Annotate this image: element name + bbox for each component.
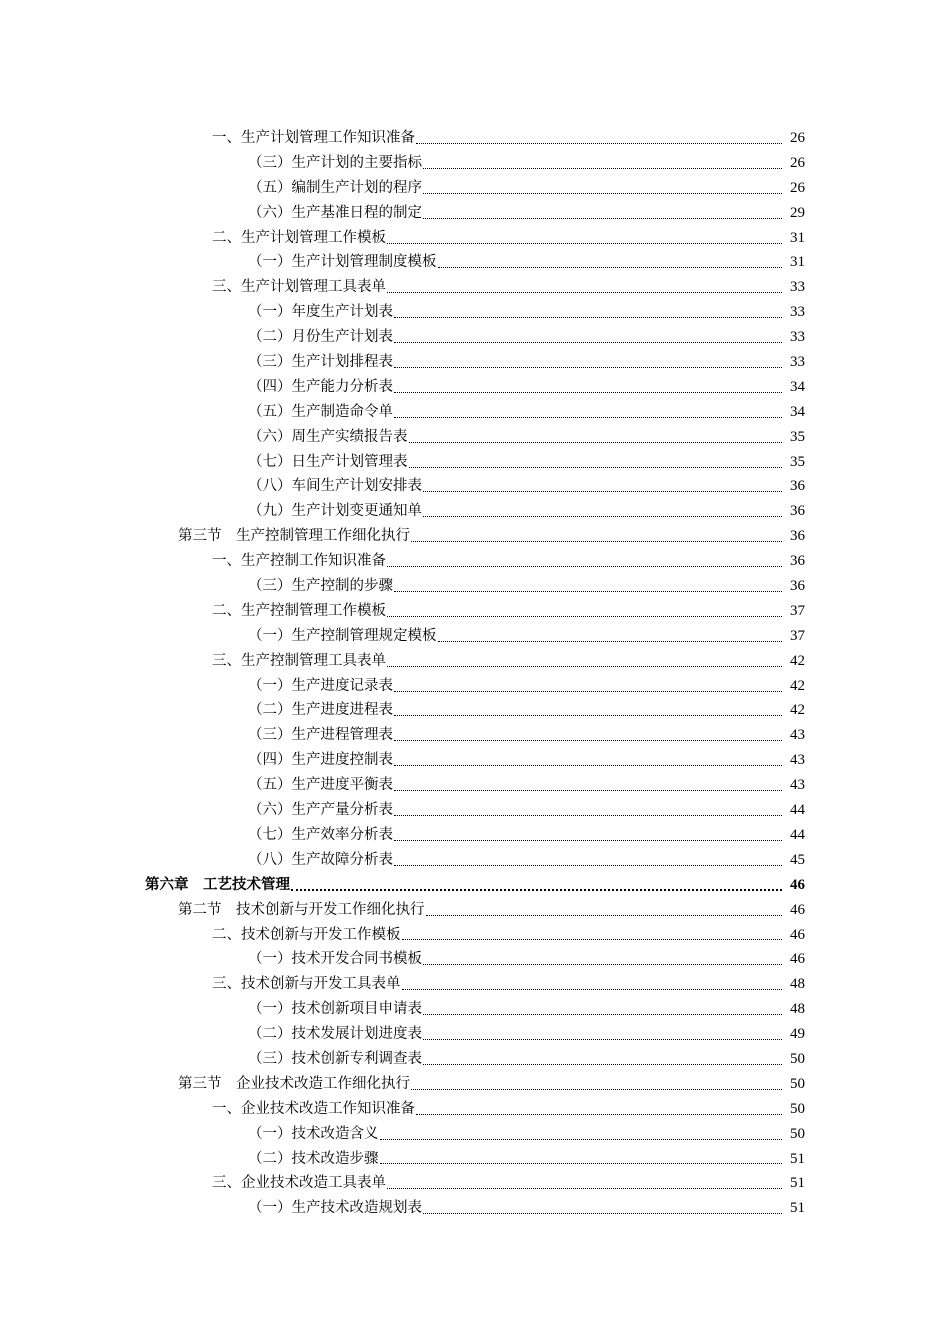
toc-entry[interactable] [0, 499, 950, 524]
toc-entry[interactable] [0, 1196, 950, 1221]
dot-leader [423, 179, 782, 194]
toc-entry[interactable] [0, 972, 950, 997]
toc-entry-title: 一、企业技术改造工作知识准备 [212, 1100, 415, 1117]
toc-entry[interactable] [0, 151, 950, 176]
toc-entry-title: （一）技术创新项目申请表 [248, 1001, 422, 1018]
toc-entry-title: （六）生产基准日程的制定 [248, 204, 422, 221]
dot-leader [387, 229, 782, 244]
dot-leader [423, 477, 782, 492]
dot-leader [394, 701, 782, 716]
toc-entry-title: 一、生产控制工作知识准备 [212, 553, 386, 570]
toc-entry[interactable] [0, 1022, 950, 1047]
toc-entry-title: （五）生产制造命令单 [248, 403, 393, 420]
toc-page-number: 42 [790, 702, 805, 719]
toc-entry-title: （三）生产控制的步骤 [248, 578, 393, 595]
toc-entry-title: （三）生产计划排程表 [248, 354, 393, 371]
toc-entry[interactable] [0, 823, 950, 848]
toc-page-number: 34 [790, 378, 805, 395]
dot-leader [394, 801, 782, 816]
toc-page-number: 46 [790, 926, 805, 943]
table-of-contents [0, 126, 950, 1221]
toc-entry-title: （三）技术创新专利调查表 [248, 1050, 422, 1067]
toc-entry[interactable] [0, 997, 950, 1022]
toc-entry-title: （八）生产故障分析表 [248, 851, 393, 868]
dot-leader [380, 1125, 783, 1140]
dot-leader [394, 677, 782, 692]
toc-entry-title: 第二节 技术创新与开发工作细化执行 [178, 901, 425, 918]
dot-leader [387, 602, 782, 617]
toc-page-number: 33 [790, 354, 805, 371]
dot-leader [291, 875, 782, 891]
dot-leader [380, 1149, 783, 1164]
dot-leader [423, 950, 782, 965]
toc-entry[interactable] [0, 350, 950, 375]
dot-leader [387, 552, 782, 567]
toc-entry-title: （三）生产进程管理表 [248, 727, 393, 744]
toc-page-number: 48 [790, 976, 805, 993]
toc-entry-title: （二）技术改造步骤 [248, 1150, 379, 1167]
toc-page-number: 36 [790, 578, 805, 595]
toc-page-number: 42 [790, 652, 805, 669]
toc-entry-title: （一）生产进度记录表 [248, 677, 393, 694]
toc-entry-title: （一）生产计划管理制度模板 [248, 254, 437, 271]
toc-section-entry[interactable] [0, 898, 950, 923]
toc-page-number: 26 [790, 179, 805, 196]
dot-leader [423, 204, 782, 219]
dot-leader [438, 627, 783, 642]
toc-page-number: 36 [790, 553, 805, 570]
toc-entry[interactable] [0, 599, 950, 624]
toc-entry-title: （六）生产产量分析表 [248, 802, 393, 819]
toc-entry-title: 第三节 企业技术改造工作细化执行 [178, 1075, 410, 1092]
toc-page-number: 33 [790, 279, 805, 296]
toc-page-number: 51 [790, 1150, 805, 1167]
toc-entry[interactable] [0, 425, 950, 450]
dot-leader [394, 826, 782, 841]
toc-entry[interactable] [0, 325, 950, 350]
dot-leader [402, 975, 783, 990]
toc-entry[interactable] [0, 1147, 950, 1172]
toc-page-number: 36 [790, 528, 805, 545]
dot-leader [402, 925, 783, 940]
toc-page-number: 45 [790, 851, 805, 868]
toc-page-number: 51 [790, 1175, 805, 1192]
toc-entry-title: （三）生产计划的主要指标 [248, 154, 422, 171]
toc-page-number: 50 [790, 1125, 805, 1142]
toc-entry-title: 三、技术创新与开发工具表单 [212, 976, 401, 993]
dot-leader [394, 851, 782, 866]
dot-leader [423, 502, 782, 517]
dot-leader [394, 303, 782, 318]
toc-page-number: 44 [790, 802, 805, 819]
toc-page-number: 33 [790, 329, 805, 346]
toc-page-number: 43 [790, 752, 805, 769]
toc-entry[interactable] [0, 400, 950, 425]
toc-entry[interactable] [0, 773, 950, 798]
toc-section-entry[interactable] [0, 524, 950, 549]
toc-entry[interactable] [0, 848, 950, 873]
toc-entry-title: （四）生产能力分析表 [248, 378, 393, 395]
dot-leader [394, 577, 782, 592]
toc-page-number: 51 [790, 1200, 805, 1217]
toc-entry-title: （一）技术改造含义 [248, 1125, 379, 1142]
dot-leader [394, 378, 782, 393]
toc-entry-title: （五）生产进度平衡表 [248, 777, 393, 794]
toc-entry[interactable] [0, 947, 950, 972]
dot-leader [394, 751, 782, 766]
toc-entry[interactable] [0, 574, 950, 599]
toc-page-number: 33 [790, 304, 805, 321]
toc-page-number: 26 [790, 130, 805, 146]
toc-page-number: 43 [790, 777, 805, 794]
toc-entry[interactable] [0, 450, 950, 475]
toc-entry-title: （一）技术开发合同书模板 [248, 951, 422, 968]
toc-page-number: 44 [790, 826, 805, 843]
toc-entry[interactable] [0, 748, 950, 773]
dot-leader [387, 278, 782, 293]
toc-section-entry[interactable] [0, 1072, 950, 1097]
toc-entry[interactable] [0, 923, 950, 948]
dot-leader [423, 1050, 782, 1065]
toc-page-number: 50 [790, 1100, 805, 1117]
toc-entry[interactable] [0, 798, 950, 823]
toc-entry[interactable] [0, 723, 950, 748]
toc-page-number: 35 [790, 428, 805, 445]
toc-page-number: 37 [790, 602, 805, 619]
dot-leader [423, 1000, 782, 1015]
toc-entry-title: 第三节 生产控制管理工作细化执行 [178, 528, 410, 545]
toc-entry-title: （六）周生产实绩报告表 [248, 428, 408, 445]
dot-leader [387, 652, 782, 667]
toc-entry-title: 二、生产控制管理工作模板 [212, 602, 386, 619]
toc-page-number: 31 [790, 254, 805, 271]
toc-entry-title: （二）技术发展计划进度表 [248, 1026, 422, 1043]
toc-entry[interactable] [0, 300, 950, 325]
toc-entry-title: （九）生产计划变更通知单 [248, 503, 422, 520]
toc-entry-title: （二）月份生产计划表 [248, 329, 393, 346]
toc-entry[interactable] [0, 226, 950, 251]
toc-page-number: 50 [790, 1050, 805, 1067]
toc-entry[interactable] [0, 549, 950, 574]
toc-page-number: 46 [790, 876, 805, 893]
dot-leader [394, 776, 782, 791]
dot-leader [387, 1174, 782, 1189]
toc-entry-title: 三、生产计划管理工具表单 [212, 279, 386, 296]
toc-entry-title: （四）生产进度控制表 [248, 752, 393, 769]
toc-entry[interactable] [0, 375, 950, 400]
toc-entry-title: （七）日生产计划管理表 [248, 453, 408, 470]
toc-page-number: 50 [790, 1075, 805, 1092]
dot-leader [394, 403, 782, 418]
toc-entry[interactable] [0, 1171, 950, 1196]
toc-entry[interactable] [0, 1047, 950, 1072]
toc-entry[interactable] [0, 674, 950, 699]
dot-leader [438, 253, 783, 268]
toc-entry-title: （八）车间生产计划安排表 [248, 478, 422, 495]
toc-page-number: 31 [790, 229, 805, 246]
toc-chapter-entry[interactable] [0, 873, 950, 898]
toc-entry[interactable] [0, 474, 950, 499]
dot-leader [411, 1075, 782, 1090]
toc-entry-title: 二、生产计划管理工作模板 [212, 229, 386, 246]
toc-page-number: 46 [790, 951, 805, 968]
toc-entry[interactable] [0, 1122, 950, 1147]
toc-entry[interactable] [0, 176, 950, 201]
toc-entry-title: （一）生产技术改造规划表 [248, 1200, 422, 1217]
toc-page-number: 36 [790, 503, 805, 520]
toc-entry[interactable] [0, 275, 950, 300]
toc-page-number: 37 [790, 627, 805, 644]
dot-leader [423, 1199, 782, 1214]
toc-entry[interactable] [0, 698, 950, 723]
toc-page-number: 26 [790, 154, 805, 171]
toc-page-number: 46 [790, 901, 805, 918]
toc-entry[interactable] [0, 201, 950, 226]
toc-page-number: 29 [790, 204, 805, 221]
toc-entry[interactable] [0, 624, 950, 649]
dot-leader [423, 1025, 782, 1040]
toc-entry-title: 二、技术创新与开发工作模板 [212, 926, 401, 943]
dot-leader [394, 328, 782, 343]
toc-entry-title: （二）生产进度进程表 [248, 702, 393, 719]
dot-leader [423, 154, 782, 169]
dot-leader [426, 901, 783, 916]
dot-leader [409, 428, 783, 443]
toc-entry[interactable] [0, 126, 950, 151]
dot-leader [416, 129, 782, 144]
toc-page-number: 49 [790, 1026, 805, 1043]
toc-entry-title: （七）生产效率分析表 [248, 826, 393, 843]
dot-leader [394, 353, 782, 368]
toc-entry-title: 三、企业技术改造工具表单 [212, 1175, 386, 1192]
toc-entry-title: （一）年度生产计划表 [248, 304, 393, 321]
dot-leader [394, 726, 782, 741]
toc-entry[interactable] [0, 250, 950, 275]
toc-entry-title: 三、生产控制管理工具表单 [212, 652, 386, 669]
toc-page-number: 35 [790, 453, 805, 470]
toc-entry-title: （一）生产控制管理规定模板 [248, 627, 437, 644]
dot-leader [409, 453, 783, 468]
toc-entry-title: 第六章 工艺技术管理 [145, 875, 290, 893]
toc-page-number: 43 [790, 727, 805, 744]
toc-entry[interactable] [0, 1097, 950, 1122]
toc-page-number: 42 [790, 677, 805, 694]
toc-entry-title: （五）编制生产计划的程序 [248, 179, 422, 196]
toc-entry[interactable] [0, 649, 950, 674]
toc-entry-title: 一、生产计划管理工作知识准备 [212, 130, 415, 146]
toc-page-number: 36 [790, 478, 805, 495]
dot-leader [411, 527, 782, 542]
toc-page-number: 48 [790, 1001, 805, 1018]
toc-page-number: 34 [790, 403, 805, 420]
dot-leader [416, 1100, 782, 1115]
